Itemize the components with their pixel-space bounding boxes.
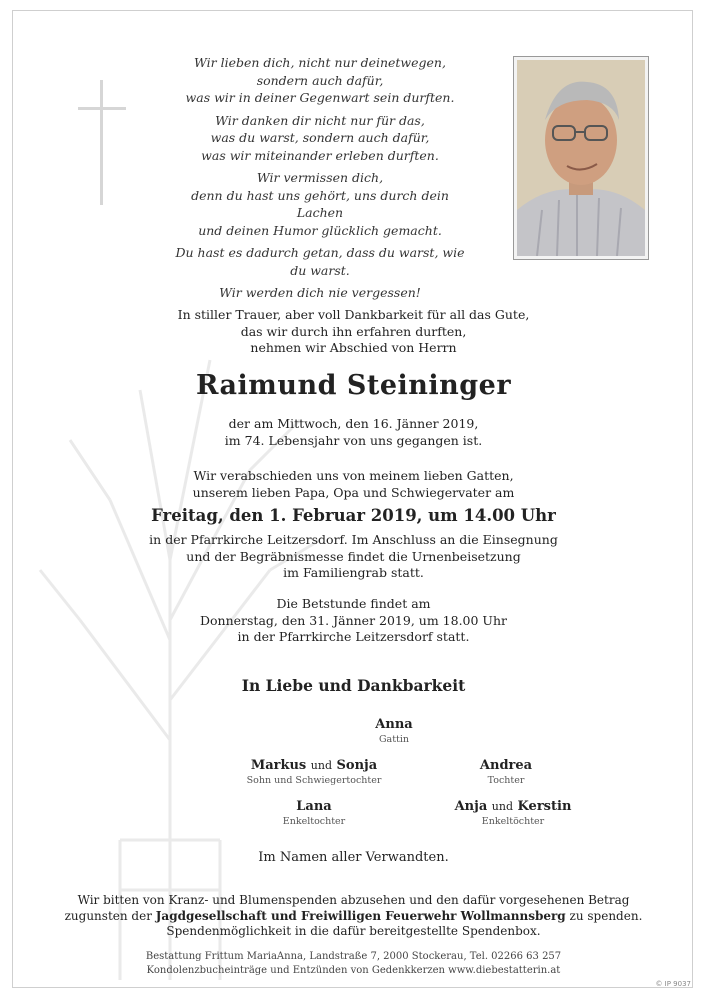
- mourner-name-2: Sonja: [336, 758, 378, 773]
- service-line: im Familiengrab statt.: [283, 565, 424, 580]
- donation-recipient: Jagdgesellschaft und Freiwilligen Feuerwehr Wollmannsberg: [155, 908, 566, 923]
- mourner-role: Tochter: [487, 775, 525, 786]
- poem-line: denn du hast uns gehört, uns durch dein Lachen: [191, 187, 449, 220]
- mourner-lana: [214, 799, 414, 827]
- service-line: und der Begräbnismesse findet die Urnenbeisetzung: [186, 548, 521, 564]
- intro-line: In stiller Trauer, aber voll Dankbarkeit für all das Gute,: [177, 307, 530, 322]
- donation-pre: zugunsten der: [64, 908, 156, 923]
- service-line: in der Pfarrkirche Leitzersdorf. Im Anschluss an die Einsegnung: [149, 532, 558, 547]
- farewell-line: Wir verabschieden uns von meinem lieben Gatten,: [193, 468, 514, 483]
- cross-icon: [78, 80, 128, 205]
- poem-line: Wir danken dir nicht nur für das,: [215, 112, 425, 128]
- poem: [170, 54, 470, 307]
- mourner-und: und: [310, 759, 333, 772]
- poem-line: Wir vermissen dich,: [256, 170, 384, 185]
- donation-text: [0, 893, 707, 940]
- death-notice: [0, 416, 707, 449]
- poem-line-4: Du hast es dadurch getan, dass du warst, wie du warst.: [175, 245, 465, 278]
- poem-line: und deinen Humor glücklich gemacht.: [198, 222, 442, 238]
- undertaker-line: Bestattung Frittum MariaAnna, Landstraße 7, 2000 Stockerau, Tel. 02266 63 257: [145, 951, 562, 962]
- document-code: © IP 9037: [655, 980, 691, 988]
- prayer-line: Die Betstunde findet am: [276, 596, 431, 611]
- poem-line: sondern auch dafür,: [256, 72, 384, 88]
- intro-text: [0, 307, 707, 357]
- mourner-andrea: [406, 758, 606, 786]
- intro-line: nehmen wir Abschied von Herrn: [250, 340, 457, 355]
- in-liebe-heading: In Liebe und Dankbarkeit: [241, 676, 466, 695]
- donation-line: [0, 909, 707, 925]
- poem-line: was wir miteinander erleben durften.: [201, 147, 439, 163]
- prayer-line: in der Pfarrkirche Leitzersdorf statt.: [237, 629, 470, 644]
- poem-stanza-1: [170, 54, 470, 107]
- mourner-name: Andrea: [479, 758, 533, 773]
- mourner-name: Anna: [375, 717, 413, 732]
- poem-line: was du warst, sondern auch dafür,: [210, 130, 430, 145]
- death-line: der am Mittwoch, den 16. Jänner 2019,: [228, 416, 479, 431]
- portrait-image: [517, 60, 645, 256]
- deceased-name: Raimund Steininger: [195, 370, 512, 401]
- mourner-name-2: Kerstin: [517, 799, 572, 814]
- mourner-und: und: [491, 800, 514, 813]
- donation-line: Spendenmöglichkeit in die dafür bereitgestellte Spendenbox.: [166, 924, 541, 938]
- mourner-anja-kerstin: [413, 799, 613, 827]
- mourner-markus-sonja: [214, 758, 414, 786]
- poem-line-5: Wir werden dich nie vergessen!: [219, 285, 421, 300]
- farewell-text: [0, 468, 707, 501]
- poem-line: Wir lieben dich, nicht nur deinetwegen,: [194, 55, 446, 70]
- prayer-text: [0, 596, 707, 646]
- funeral-date: Freitag, den 1. Februar 2019, um 14.00 Uhr: [151, 506, 556, 525]
- relatives-text: Im Namen aller Verwandten.: [258, 850, 449, 865]
- donation-post: zu spenden.: [565, 908, 643, 923]
- mourner-role: Enkeltochter: [282, 816, 346, 827]
- prayer-line: Donnerstag, den 31. Jänner 2019, um 18.00 Uhr: [199, 612, 507, 628]
- intro-line: das wir durch ihn erfahren durften,: [240, 323, 467, 339]
- undertaker-line: Kondolenzbucheinträge und Entzünden von Gedenkkerzen www.diebestatterin.at: [146, 964, 561, 976]
- mourner-role: Sohn und Schwiegertochter: [246, 775, 382, 786]
- mourner-name-1: Markus: [250, 758, 307, 773]
- mourner-name: Lana: [296, 799, 332, 814]
- portrait-photo: [513, 56, 649, 260]
- mourner-role: Gattin: [378, 734, 410, 745]
- undertaker-info: [0, 950, 707, 977]
- death-line: im 74. Lebensjahr von uns gegangen ist.: [224, 432, 483, 448]
- farewell-line: unserem lieben Papa, Opa und Schwiegervater am: [192, 484, 515, 500]
- donation-line: Wir bitten von Kranz- und Blumenspenden abzusehen und den dafür vorgesehenen Betrag: [77, 893, 630, 907]
- poem-line: was wir in deiner Gegenwart sein durften.: [185, 90, 455, 105]
- poem-stanza-2: [170, 112, 470, 165]
- poem-stanza-3: [170, 169, 470, 239]
- mourner-name-1: Anja: [454, 799, 488, 814]
- mourner-name: [214, 758, 414, 773]
- mourner-anna: [294, 717, 494, 745]
- mourner-name: [413, 799, 613, 814]
- service-text: [0, 532, 707, 582]
- mourner-role: Enkeltöchter: [481, 816, 545, 827]
